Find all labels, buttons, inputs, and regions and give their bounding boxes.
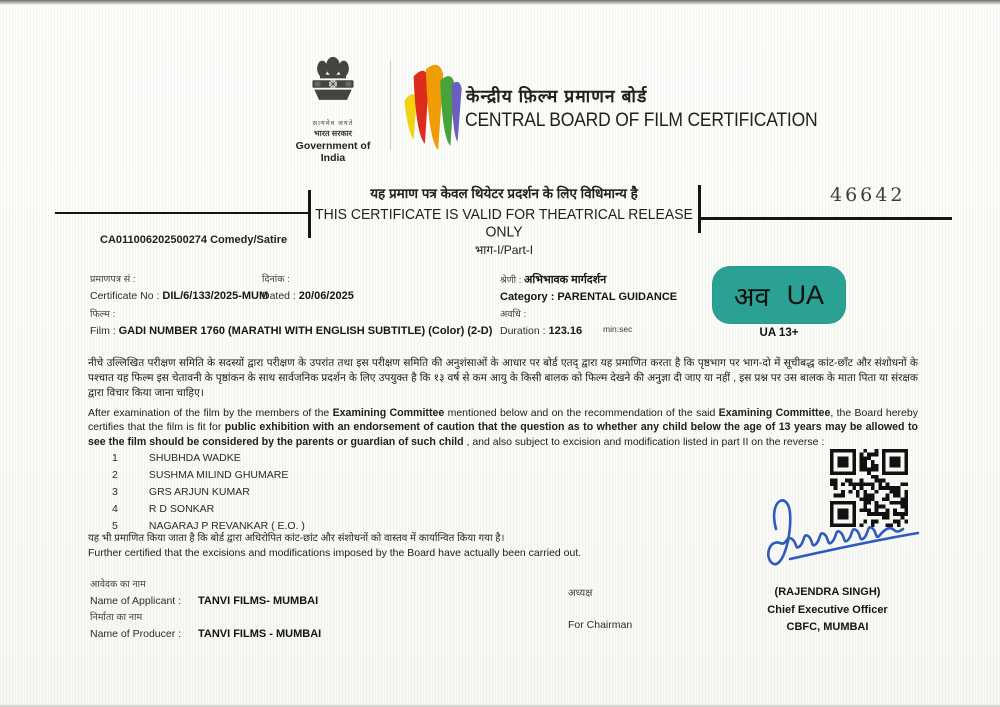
category-value: PARENTAL GUIDANCE bbox=[557, 291, 678, 303]
field-producer bbox=[90, 610, 321, 642]
field-duration bbox=[500, 307, 632, 339]
scan-edge-top bbox=[0, 0, 1000, 5]
para-seg-0: After examination of the film by the members of the bbox=[88, 407, 333, 419]
category-label: Category : bbox=[500, 291, 555, 303]
member-no: 1 bbox=[112, 452, 118, 464]
chairman-label-english: For Chairman bbox=[568, 619, 633, 631]
english-certification-paragraph bbox=[88, 406, 918, 449]
committee-member-row bbox=[112, 503, 532, 515]
dated-value: 20/06/2025 bbox=[298, 290, 354, 302]
signatory-block bbox=[740, 586, 915, 639]
member-no: 3 bbox=[112, 486, 118, 498]
applicant-value: TANVI FILMS- MUMBAI bbox=[197, 595, 319, 607]
certificate-no-label-hindi: प्रमाणपत्र सं : bbox=[90, 274, 136, 285]
government-emblem bbox=[287, 56, 379, 164]
duration-label: Duration : bbox=[500, 325, 546, 337]
cbfc-logo-icon bbox=[400, 56, 462, 155]
applicant-label-hindi: आवेदक का नाम bbox=[90, 579, 146, 590]
film-label: Film : bbox=[90, 325, 116, 337]
member-no: 4 bbox=[112, 503, 118, 515]
org-name-hindi: केन्द्रीय फ़िल्म प्रमाणन बोर्ड bbox=[466, 86, 648, 106]
committee-member-row bbox=[112, 469, 532, 481]
signatory-title: Chief Executive Officer bbox=[767, 603, 888, 616]
category-value-hindi: अभिभावक मार्गदर्शन bbox=[523, 274, 607, 286]
field-applicant bbox=[90, 577, 318, 609]
validity-banner bbox=[312, 184, 696, 258]
rule-right bbox=[701, 217, 952, 220]
rule-left bbox=[55, 212, 309, 214]
banner-cap-right bbox=[698, 185, 701, 233]
producer-value: TANVI FILMS - MUMBAI bbox=[197, 628, 322, 640]
member-name: R D SONKAR bbox=[148, 503, 215, 515]
field-film bbox=[90, 307, 492, 339]
para-seg-4: , the Board hereby certifies that the film is fit for bbox=[88, 407, 918, 434]
member-no: 2 bbox=[112, 469, 118, 481]
serial-number: 46642 bbox=[830, 184, 906, 206]
para-seg-6: , and also subject to excision and modification listed in part II on the reverse : bbox=[463, 435, 825, 448]
para-seg-1: Examining Committee bbox=[332, 407, 445, 419]
certified-line-hindi: यह भी प्रमाणित किया जाता है कि बोर्ड द्वारा अधिरोपित कांट-छांट और संशोधनों को वास्तव में कार्यान्वित किया गया है। bbox=[88, 533, 505, 544]
certified-line-english: Further certified that the excisions and modifications imposed by the Board have actually been carried out. bbox=[88, 547, 582, 559]
ashoka-emblem-icon bbox=[301, 99, 365, 116]
rating-badge-english: UA bbox=[786, 279, 825, 310]
committee-member-row bbox=[112, 486, 532, 498]
signatory-name: (RAJENDRA SINGH) bbox=[774, 586, 881, 598]
rating-badge-sub: UA 13+ bbox=[759, 327, 799, 339]
banner-english: THIS CERTIFICATE IS VALID FOR THEATRICAL RELEASE ONLY bbox=[315, 205, 693, 240]
signature-icon bbox=[746, 489, 932, 585]
duration-value: 123.16 bbox=[548, 325, 583, 337]
banner-hindi: यह प्रमाण पत्र केवल थियेटर प्रदर्शन के लिए विधिमान्य है bbox=[370, 186, 638, 201]
org-name-english: CENTRAL BOARD OF FILM CERTIFICATION bbox=[465, 108, 818, 131]
field-certificate-no bbox=[90, 272, 268, 304]
signatory-org: CBFC, MUMBAI bbox=[786, 621, 869, 633]
member-name: SUSHMA MILIND GHUMARE bbox=[148, 469, 289, 481]
producer-label-hindi: निर्माता का नाम bbox=[90, 612, 143, 623]
para-seg-3: Examining Committee bbox=[718, 407, 831, 419]
para-seg-5: public exhibition with an endorsement of caution that the question as to whether any child below the age of 13 years may be allowed to see the film should be considered by the parents or guardian of such child bbox=[88, 421, 918, 448]
rating-badge bbox=[712, 266, 846, 324]
dated-label-hindi: दिनांक : bbox=[262, 274, 290, 285]
producer-label: Name of Producer : bbox=[90, 628, 182, 640]
member-name: GRS ARJUN KUMAR bbox=[148, 486, 250, 498]
para-seg-2: mentioned below and on the recommendation of the said bbox=[444, 407, 719, 419]
member-name: SHUBHDA WADKE bbox=[148, 452, 241, 464]
member-name: NAGARAJ P REVANKAR ( E.O. ) bbox=[148, 520, 305, 532]
duration-unit: min:sec bbox=[603, 324, 633, 334]
emblem-govt-hindi: भारत सरकार bbox=[314, 129, 352, 138]
field-dated bbox=[262, 272, 354, 304]
member-no: 5 bbox=[112, 520, 118, 532]
rating-badge-hindi: अव bbox=[733, 281, 770, 312]
duration-label-hindi: अवधि : bbox=[500, 309, 527, 320]
banner-part: भाग-I/Part-I bbox=[474, 243, 534, 257]
dated-label: Dated : bbox=[262, 290, 296, 302]
film-label-hindi: फिल्म : bbox=[90, 309, 116, 320]
banner-cap-left bbox=[308, 190, 311, 238]
certificate-no-value: DIL/6/133/2025-MUM bbox=[162, 290, 269, 302]
emblem-motto: सत्यमेव जयते bbox=[312, 120, 354, 127]
certificate-no-label: Certificate No : bbox=[90, 290, 160, 302]
header-divider bbox=[390, 60, 391, 150]
category-label-hindi: श्रेणी : bbox=[500, 275, 522, 286]
committee-member-row bbox=[112, 452, 532, 464]
hindi-certification-paragraph: नीचे उल्लिखित परीक्षण समिति के सदस्यों द्वारा परीक्षण के उपरांत तथा इस परीक्षण समिति की अनुशंसाओं के आधार पर बोर्ड एतद् द्वारा यह प्रमाणित करता है कि पृष्ठभाग पर भाग-दो में सूचीबद्ध कांट-छाँट और संशोधनों के पश्चात यह फिल्म इस चेतावनी के पृष्ठांकन के साथ सार्वजनिक प्रदर्शन के लिए उपयुक्त है कि १३ वर्ष से कम आयु के किसी बालक को फिल्म देखने की अनुज्ञा दी जाए या नहीं , इस प्रश्न पर उस बालक के माता पिता या संरक्षक द्वारा विचार किया जाना चाहिए। bbox=[88, 357, 918, 399]
emblem-govt-english: Government of India bbox=[295, 140, 371, 164]
field-category bbox=[500, 272, 677, 305]
chairman-label-hindi: अध्यक्ष bbox=[568, 588, 593, 599]
film-value: GADI NUMBER 1760 (MARATHI WITH ENGLISH SUBTITLE) (Color) (2-D) bbox=[118, 325, 493, 337]
applicant-label: Name of Applicant : bbox=[90, 595, 182, 607]
application-number: CA011006202500274 Comedy/Satire bbox=[100, 234, 288, 246]
